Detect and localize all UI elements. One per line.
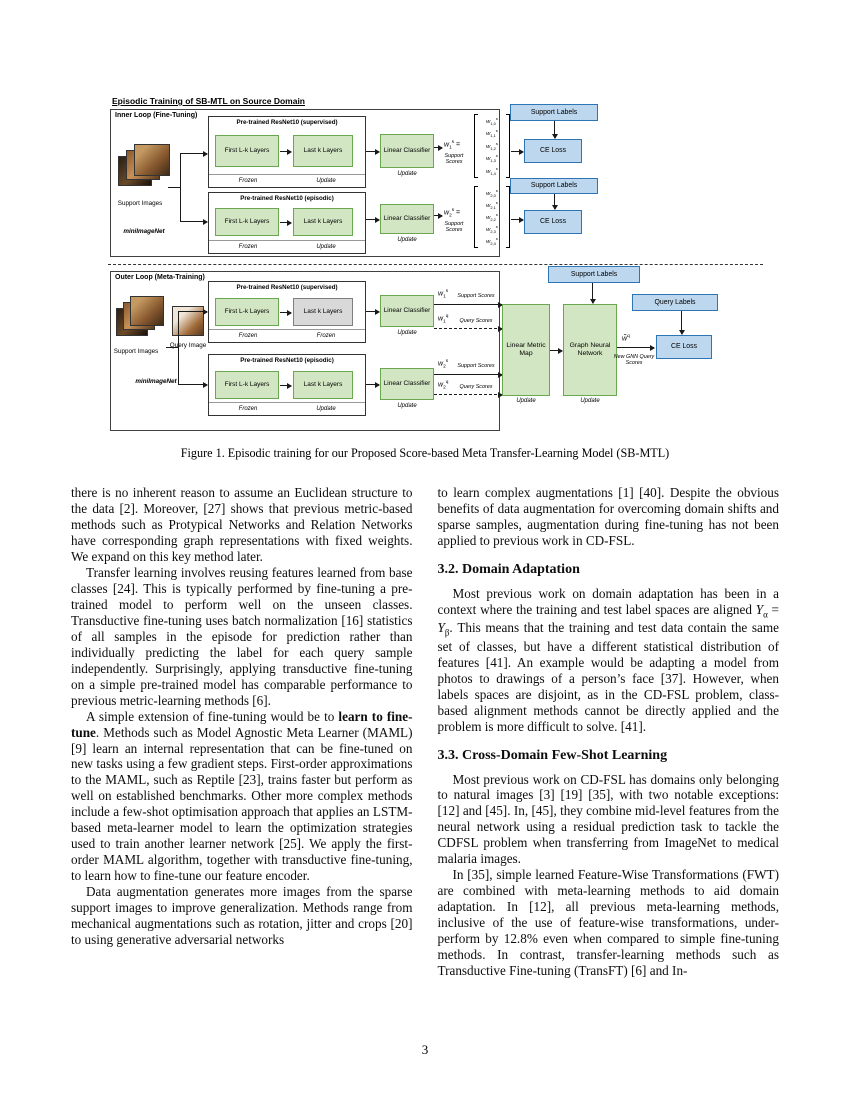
- vector-entry: $w_{2,3}^s$: [486, 223, 498, 234]
- first-layers-box: First L-k Layers: [215, 135, 279, 167]
- outer-dataset-label: miniImageNet: [135, 378, 177, 385]
- query-scores-label: Query Scores: [459, 384, 493, 390]
- outer-support-images-label: Support Images: [113, 348, 159, 355]
- last-layers-box: Last k Layers: [293, 208, 353, 236]
- vector-entry: $w_{1,1}^s$: [486, 128, 498, 139]
- dashed-arrow-right: [434, 394, 502, 395]
- arrow-down: [681, 311, 682, 334]
- support-scores-label: Support Scores: [444, 153, 464, 166]
- weight-label: $w_2^q$: [438, 380, 449, 391]
- vector-entry: $w_{1,0}^s$: [486, 116, 498, 127]
- arrow-right: [617, 347, 654, 348]
- support-labels-box: Support Labels: [548, 266, 640, 283]
- resnet-title: Pre-trained ResNet10 (supervised): [236, 283, 338, 291]
- vector-entry: $w_{1,3}^s$: [486, 153, 498, 164]
- connector-line: [168, 187, 180, 188]
- linear-classifier-box: Linear Classifier: [380, 368, 434, 400]
- first-layers-box: First L-k Layers: [215, 208, 279, 236]
- body-paragraph: there is no inherent reason to assume an Euclidean structure to the data [2]. Moreover, [27] shows that previous metric-based methods such as Protypical Networks and Relation Networks have corresponding graph representations with fixed weights. We expand on this key method later.: [71, 485, 413, 564]
- inner-support-images-stack: [118, 144, 178, 196]
- resnet-box-supervised: [208, 281, 366, 343]
- weight-label: $w_1^s$ =: [444, 140, 461, 151]
- resnet-title: Pre-trained ResNet10 (episodic): [240, 356, 334, 364]
- support-scores-label: Support Scores: [444, 221, 464, 234]
- page-number: 3: [421, 1042, 429, 1057]
- support-labels-box: Support Labels: [510, 178, 598, 194]
- body-paragraph: Most previous work on domain adaptation has been in a context where the training and test label spaces are aligned $Y_\alpha = Y_\beta$. This means that the training and test data contain the same set of classes, but have a different statistical distribution of features [41]. An example would be adapting a model from photos to drawings of a person’s face [37]. However, when labels spaces are disjoint, as in the CD-FSL problem, class-based alignment methods cannot be directly applied and the problem is more difficult to solve. [41].: [437, 585, 779, 734]
- connector-line: [166, 347, 178, 348]
- arrow-right: [511, 219, 523, 220]
- query-labels-box: Query Labels: [632, 294, 718, 311]
- arrow-right: [434, 304, 502, 305]
- section-heading-cross-domain-fsl: 3.3. Cross-Domain Few-Shot Learning: [437, 747, 668, 763]
- support-image-thumbnail: [134, 144, 170, 176]
- vector-entry: $w_{1,4}^s$: [486, 165, 498, 176]
- state-strip: [209, 329, 365, 342]
- arrow-right: [434, 215, 442, 216]
- linear-classifier-box: Linear Classifier: [380, 134, 434, 168]
- support-scores-label: Support Scores: [457, 363, 495, 369]
- resnet-box-episodic: [208, 192, 366, 254]
- inner-dataset-label: miniImageNet: [123, 228, 165, 235]
- linear-metric-map-box: Linear Metric Map: [502, 304, 550, 396]
- left-column: [71, 485, 413, 979]
- arrow-right: [180, 221, 207, 222]
- vector-entry: $w_{2,1}^s$: [486, 199, 498, 211]
- vector-entry: $w_{2,0}^s$: [486, 188, 498, 199]
- weight-label: $w_2^s$ =: [444, 208, 461, 219]
- outer-support-images-stack: [116, 296, 170, 346]
- body-paragraph: Data augmentation generates more images from the sparse support images to improve generalization. Methods range from mechanical augmentations such as rotation, jitter and crops [20] to using generative adversarial networks: [71, 884, 413, 948]
- linear-classifier-box: Linear Classifier: [380, 295, 434, 327]
- arrow-down: [554, 121, 555, 138]
- frozen-label: Frozen: [316, 333, 336, 339]
- frozen-label: Frozen: [238, 406, 258, 412]
- arrow-right: [434, 374, 502, 375]
- query-image-label: Query Image: [169, 342, 207, 349]
- update-label: Update: [316, 406, 336, 412]
- right-column: [438, 485, 780, 979]
- new-gnn-query-scores-label: New GNN Query Scores: [613, 354, 655, 367]
- connector-line: [180, 153, 181, 221]
- vector-entry: $w_{2,4}^s$: [486, 235, 498, 246]
- figure-diagram-title: Episodic Training of SB-MTL on Source Domain: [112, 96, 305, 106]
- classifier-update-label: Update: [397, 237, 417, 243]
- body-paragraph: Most previous work on CD-FSL has domains only belonging to natural images [3] [19] [35], with two notable exceptions: [12] and [45]. In, [45], they combine mid-level features from the neural network using a residual prediction task to tackle the CDFSL problem when transferring from ImageNet to medical malaria images.: [437, 771, 779, 867]
- arrow-right: [366, 151, 379, 152]
- arrow-right: [280, 312, 291, 313]
- first-layers-box: First L-k Layers: [215, 371, 279, 399]
- body-paragraph: to learn complex augmentations [1] [40]. Despite the obvious benefits of data augmentation for overcoming domain shifts and sparse samples, augmentation during fine-tuning has not been applied to previous work in CD-FSL.: [437, 485, 779, 548]
- ce-loss-box: CE Loss: [524, 139, 582, 163]
- resnet-title: Pre-trained ResNet10 (supervised): [236, 118, 338, 126]
- resnet-box-supervised: [208, 116, 366, 188]
- figure-1: [108, 96, 768, 434]
- metric-map-update-label: Update: [516, 398, 536, 404]
- weight-label: $w_1^q$: [438, 314, 449, 325]
- frozen-label: Frozen: [238, 244, 258, 250]
- ce-loss-box: CE Loss: [656, 335, 712, 359]
- arrow-right: [434, 147, 442, 148]
- arrow-right: [366, 219, 379, 220]
- classifier-update-label: Update: [397, 403, 417, 409]
- figure-caption: Figure 1. Episodic training for our Proposed Score-based Meta Transfer-Learning Model (SB-MTL): [180, 446, 670, 460]
- weight-label: $w_1^s$: [438, 289, 449, 300]
- arrow-right: [511, 151, 523, 152]
- connector-line: [178, 311, 179, 384]
- new-gnn-scores-weight-label: w̃$^q$: [622, 334, 630, 343]
- first-layers-box: First L-k Layers: [215, 298, 279, 326]
- loop-divider-line: [108, 264, 763, 265]
- arrow-right: [550, 350, 562, 351]
- update-label: Update: [316, 244, 336, 250]
- gnn-update-label: Update: [580, 398, 600, 404]
- arrow-right: [280, 151, 291, 152]
- inner-loop-label: Inner Loop (Fine-Tuning): [115, 112, 198, 119]
- arrow-right: [178, 311, 207, 312]
- body-paragraph: A simple extension of fine-tuning would be to learn to fine-tune. Methods such as Model Agnostic Meta Learner (MAML) [9] learn an internal representation that can be fine-tuned on new tasks using a few gradient steps. First-order approximations to the MAML, such as Reptile [23], trains faster but perform as well on established benchmarks. Other more complex methods include a few-shot optimisation approach that applies an LSTM-based meta-learner model to learn the optimization strategies used to train another learner network [25]. We apply the first-order MAML algorithm, together with transductive fine-tuning, to learn how to fine-tune our feature encoder.: [71, 708, 413, 884]
- arrow-right: [280, 222, 291, 223]
- linear-classifier-box: Linear Classifier: [380, 204, 434, 234]
- graph-neural-network-box: Graph Neural Network: [563, 304, 617, 396]
- two-column-body: [0, 485, 850, 979]
- classifier-update-label: Update: [397, 171, 417, 177]
- arrow-right: [366, 384, 379, 385]
- score-vector: [474, 186, 510, 248]
- arrow-down: [592, 283, 593, 303]
- frozen-label: Frozen: [238, 178, 258, 184]
- section-heading-domain-adaptation: 3.2. Domain Adaptation: [437, 561, 580, 577]
- arrow-right: [178, 384, 207, 385]
- outer-loop-label: Outer Loop (Meta-Training): [115, 274, 205, 281]
- resnet-title: Pre-trained ResNet10 (episodic): [240, 194, 334, 202]
- dashed-arrow-right: [434, 328, 502, 329]
- support-image-thumbnail: [130, 296, 164, 326]
- score-vector: [474, 114, 510, 178]
- update-label: Update: [316, 178, 336, 184]
- body-paragraph: Transfer learning involves reusing features learned from base classes [24]. This is typically performed by fine-tuning a pre-trained model to perform well on the unseen classes. Transductive fine-tuning uses batch normalization [16] statistics of all samples in the episode for prediction rather than individually predicting the label for each query sample independently. Surprisingly, applying transductive fine-tuning on a simple pre-trained model has comparable performance to previous metric-learning methods [6].: [71, 564, 413, 708]
- arrow-right: [180, 153, 207, 154]
- vector-entry: $w_{2,2}^s$: [486, 211, 498, 223]
- body-paragraph: In [35], simple learned Feature-Wise Transformations (FWT) are combined with meta-learning methods to aid domain adaptation. In [12], all previous meta-learning methods, inclusive of the use of feature-wise transformations, under-perform by 12.8% even when compared to simple fine-tuning methods. In contrast, transfer-learning methods such as Transductive Fine-tuning (TransFT) [6] and In-: [437, 867, 779, 979]
- last-layers-box: Last k Layers: [293, 298, 353, 326]
- last-layers-box: Last k Layers: [293, 135, 353, 167]
- inner-support-images-label: Support Images: [117, 200, 163, 207]
- frozen-label: Frozen: [238, 333, 258, 339]
- arrow-right: [366, 311, 379, 312]
- support-scores-label: Support Scores: [457, 293, 495, 299]
- ce-loss-box: CE Loss: [524, 210, 582, 234]
- vector-entry: $w_{1,2}^s$: [486, 140, 498, 152]
- last-layers-box: Last k Layers: [293, 371, 353, 399]
- state-strip: [209, 174, 365, 187]
- state-strip: [209, 240, 365, 253]
- classifier-update-label: Update: [397, 330, 417, 336]
- state-strip: [209, 402, 365, 415]
- query-scores-label: Query Scores: [459, 318, 493, 324]
- support-labels-box: Support Labels: [510, 104, 598, 121]
- arrow-down: [554, 194, 555, 209]
- resnet-box-episodic: [208, 354, 366, 416]
- weight-label: $w_2^s$: [438, 359, 449, 370]
- arrow-right: [280, 385, 291, 386]
